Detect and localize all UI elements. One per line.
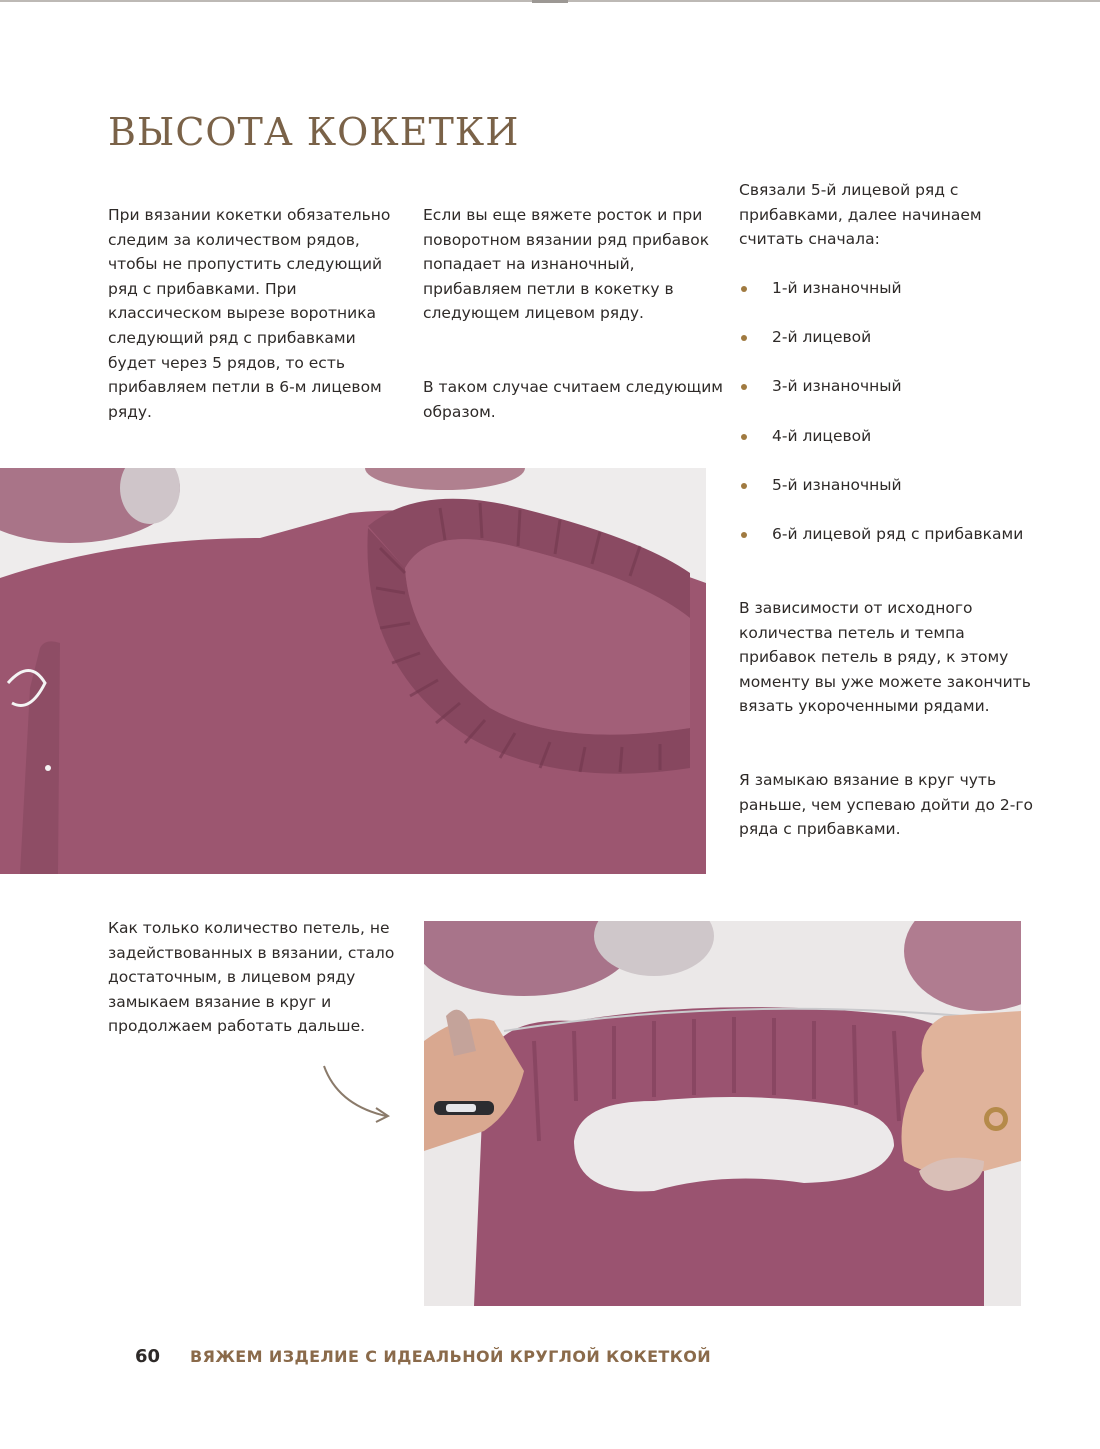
bullet-dot-icon <box>741 335 747 341</box>
closing-round-paragraph: Я замыкаю вязание в круг чуть раньше, чем успеваю дойти до 2-го ряда с прибавками. <box>739 771 1033 839</box>
knitting-in-round-photo <box>424 921 1021 1306</box>
intro-paragraph: При вязании кокетки обязательно следим за количеством рядов, чтобы не пропустить следующий ряд с прибавками. При классическом вырезе воротника следующий ряд с прибавками будет через 5 рядов, то есть прибавляем петли в 6-м лицевом ряду. <box>108 206 391 421</box>
list-item: 6-й лицевой ряд с прибавками <box>739 522 1039 547</box>
page-title: ВЫСОТА КОКЕТКИ <box>108 110 520 154</box>
photo-caption: Как только количество петель, не задействованных в вязании, стало достаточным, в лицевом ряду замыкаем вязание в круг и продолжаем работать дальше. <box>108 919 395 1036</box>
short-rows-paragraph: Если вы еще вяжете росток и при поворотном вязании ряд прибавок попадает на изнаночный, прибавляем петли в кокетку в следующем лицевом ряду. <box>423 206 710 323</box>
row-count-list <box>739 276 1039 571</box>
list-item: 5-й изнаночный <box>739 473 1039 498</box>
row-count-intro: Связали 5-й лицевой ряд с прибавками, далее начинаем считать сначала: <box>739 181 982 249</box>
list-item: 2-й лицевой <box>739 325 1039 350</box>
bullet-dot-icon <box>741 483 747 489</box>
counting-paragraph: В таком случае считаем следующим образом. <box>423 378 723 421</box>
running-title: ВЯЖЕМ ИЗДЕЛИЕ С ИДЕАЛЬНОЙ КРУГЛОЙ КОКЕТКОЙ <box>190 1347 712 1366</box>
list-item: 1-й изнаночный <box>739 276 1039 301</box>
list-item: 3-й изнаночный <box>739 374 1039 399</box>
bullet-dot-icon <box>741 384 747 390</box>
list-item: 4-й лицевой <box>739 424 1039 449</box>
sweater-yoke-photo <box>0 468 706 874</box>
bullet-dot-icon <box>741 286 747 292</box>
bullet-dot-icon <box>741 434 747 440</box>
bullet-dot-icon <box>741 532 747 538</box>
page-number: 60 <box>135 1346 161 1367</box>
page-footer <box>135 1346 712 1367</box>
top-rule-mark <box>532 0 568 3</box>
curved-arrow-icon <box>318 1060 398 1130</box>
dependency-paragraph: В зависимости от исходного количества петель и темпа прибавок петель в ряду, к этому моменту вы уже можете закончить вязать укороченными рядами. <box>739 599 1031 716</box>
